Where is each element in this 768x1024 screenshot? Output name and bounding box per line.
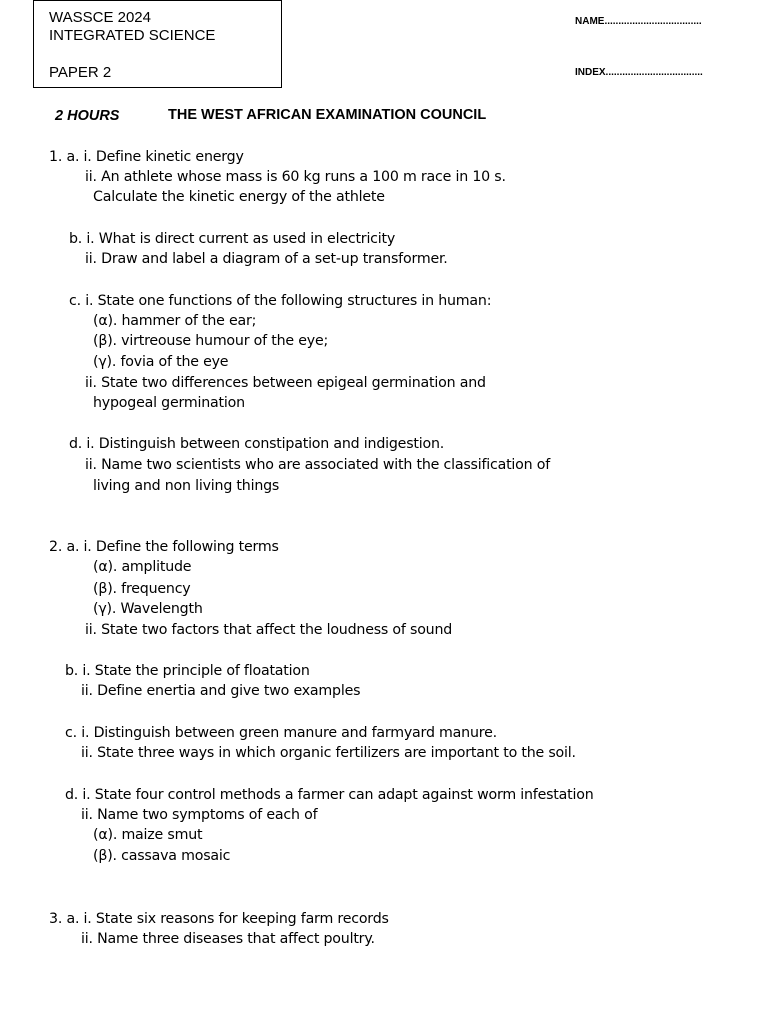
question-line: ii. State two factors that affect the loudness of sound (85, 622, 453, 638)
question-line: (γ). Wavelength (93, 601, 203, 617)
question-line: 2. a. i. Define the following terms (49, 539, 279, 555)
question-line: ii. State two differences between epigeal germination and (85, 375, 486, 391)
question-line: ii. Draw and label a diagram of a set-up transformer. (85, 251, 448, 267)
question-line: 1. a. i. Define kinetic energy (49, 149, 244, 165)
question-line: ii. Define enertia and give two examples (81, 683, 361, 699)
question-line: ii. Name two scientists who are associated with the classification of (85, 457, 551, 473)
question-line: living and non living things (93, 478, 280, 494)
question-line: ii. State three ways in which organic fertilizers are important to the soil. (81, 745, 576, 761)
question-line: (β). virtreouse humour of the eye; (93, 333, 329, 349)
paper-number: PAPER 2 (49, 64, 112, 81)
question-line: Calculate the kinetic energy of the athlete (93, 189, 385, 205)
question-line: c. i. Distinguish between green manure and farmyard manure. (65, 725, 497, 741)
question-line: ii. Name three diseases that affect poultry. (81, 931, 375, 947)
question-line: (β). cassava mosaic (93, 848, 231, 864)
exam-title: WASSCE 2024 (49, 9, 151, 26)
name-field-label: NAME................................... (575, 16, 702, 27)
question-line: ii. Name two symptoms of each of (81, 807, 318, 823)
question-line: 3. a. i. State six reasons for keeping farm records (49, 911, 389, 927)
question-line: d. i. Distinguish between constipation and indigestion. (69, 436, 445, 452)
question-line: (β). frequency (93, 581, 191, 597)
subject-title: INTEGRATED SCIENCE (49, 27, 216, 44)
question-line: d. i. State four control methods a farmer can adapt against worm infestation (65, 787, 594, 803)
exam-duration: 2 HOURS (55, 108, 120, 124)
question-line: (α). amplitude (93, 559, 192, 575)
question-line: ii. An athlete whose mass is 60 kg runs a 100 m race in 10 s. (85, 169, 506, 185)
question-line: (α). hammer of the ear; (93, 313, 257, 329)
question-line: (α). maize smut (93, 827, 203, 843)
exam-header-box (33, 0, 282, 88)
council-title: THE WEST AFRICAN EXAMINATION COUNCIL (168, 107, 487, 123)
question-line: hypogeal germination (93, 395, 245, 411)
question-line: b. i. State the principle of floatation (65, 663, 310, 679)
index-field-label: INDEX................................... (575, 67, 703, 78)
question-line: b. i. What is direct current as used in electricity (69, 231, 396, 247)
question-line: c. i. State one functions of the following structures in human: (69, 293, 492, 309)
question-line: (γ). fovia of the eye (93, 354, 229, 370)
